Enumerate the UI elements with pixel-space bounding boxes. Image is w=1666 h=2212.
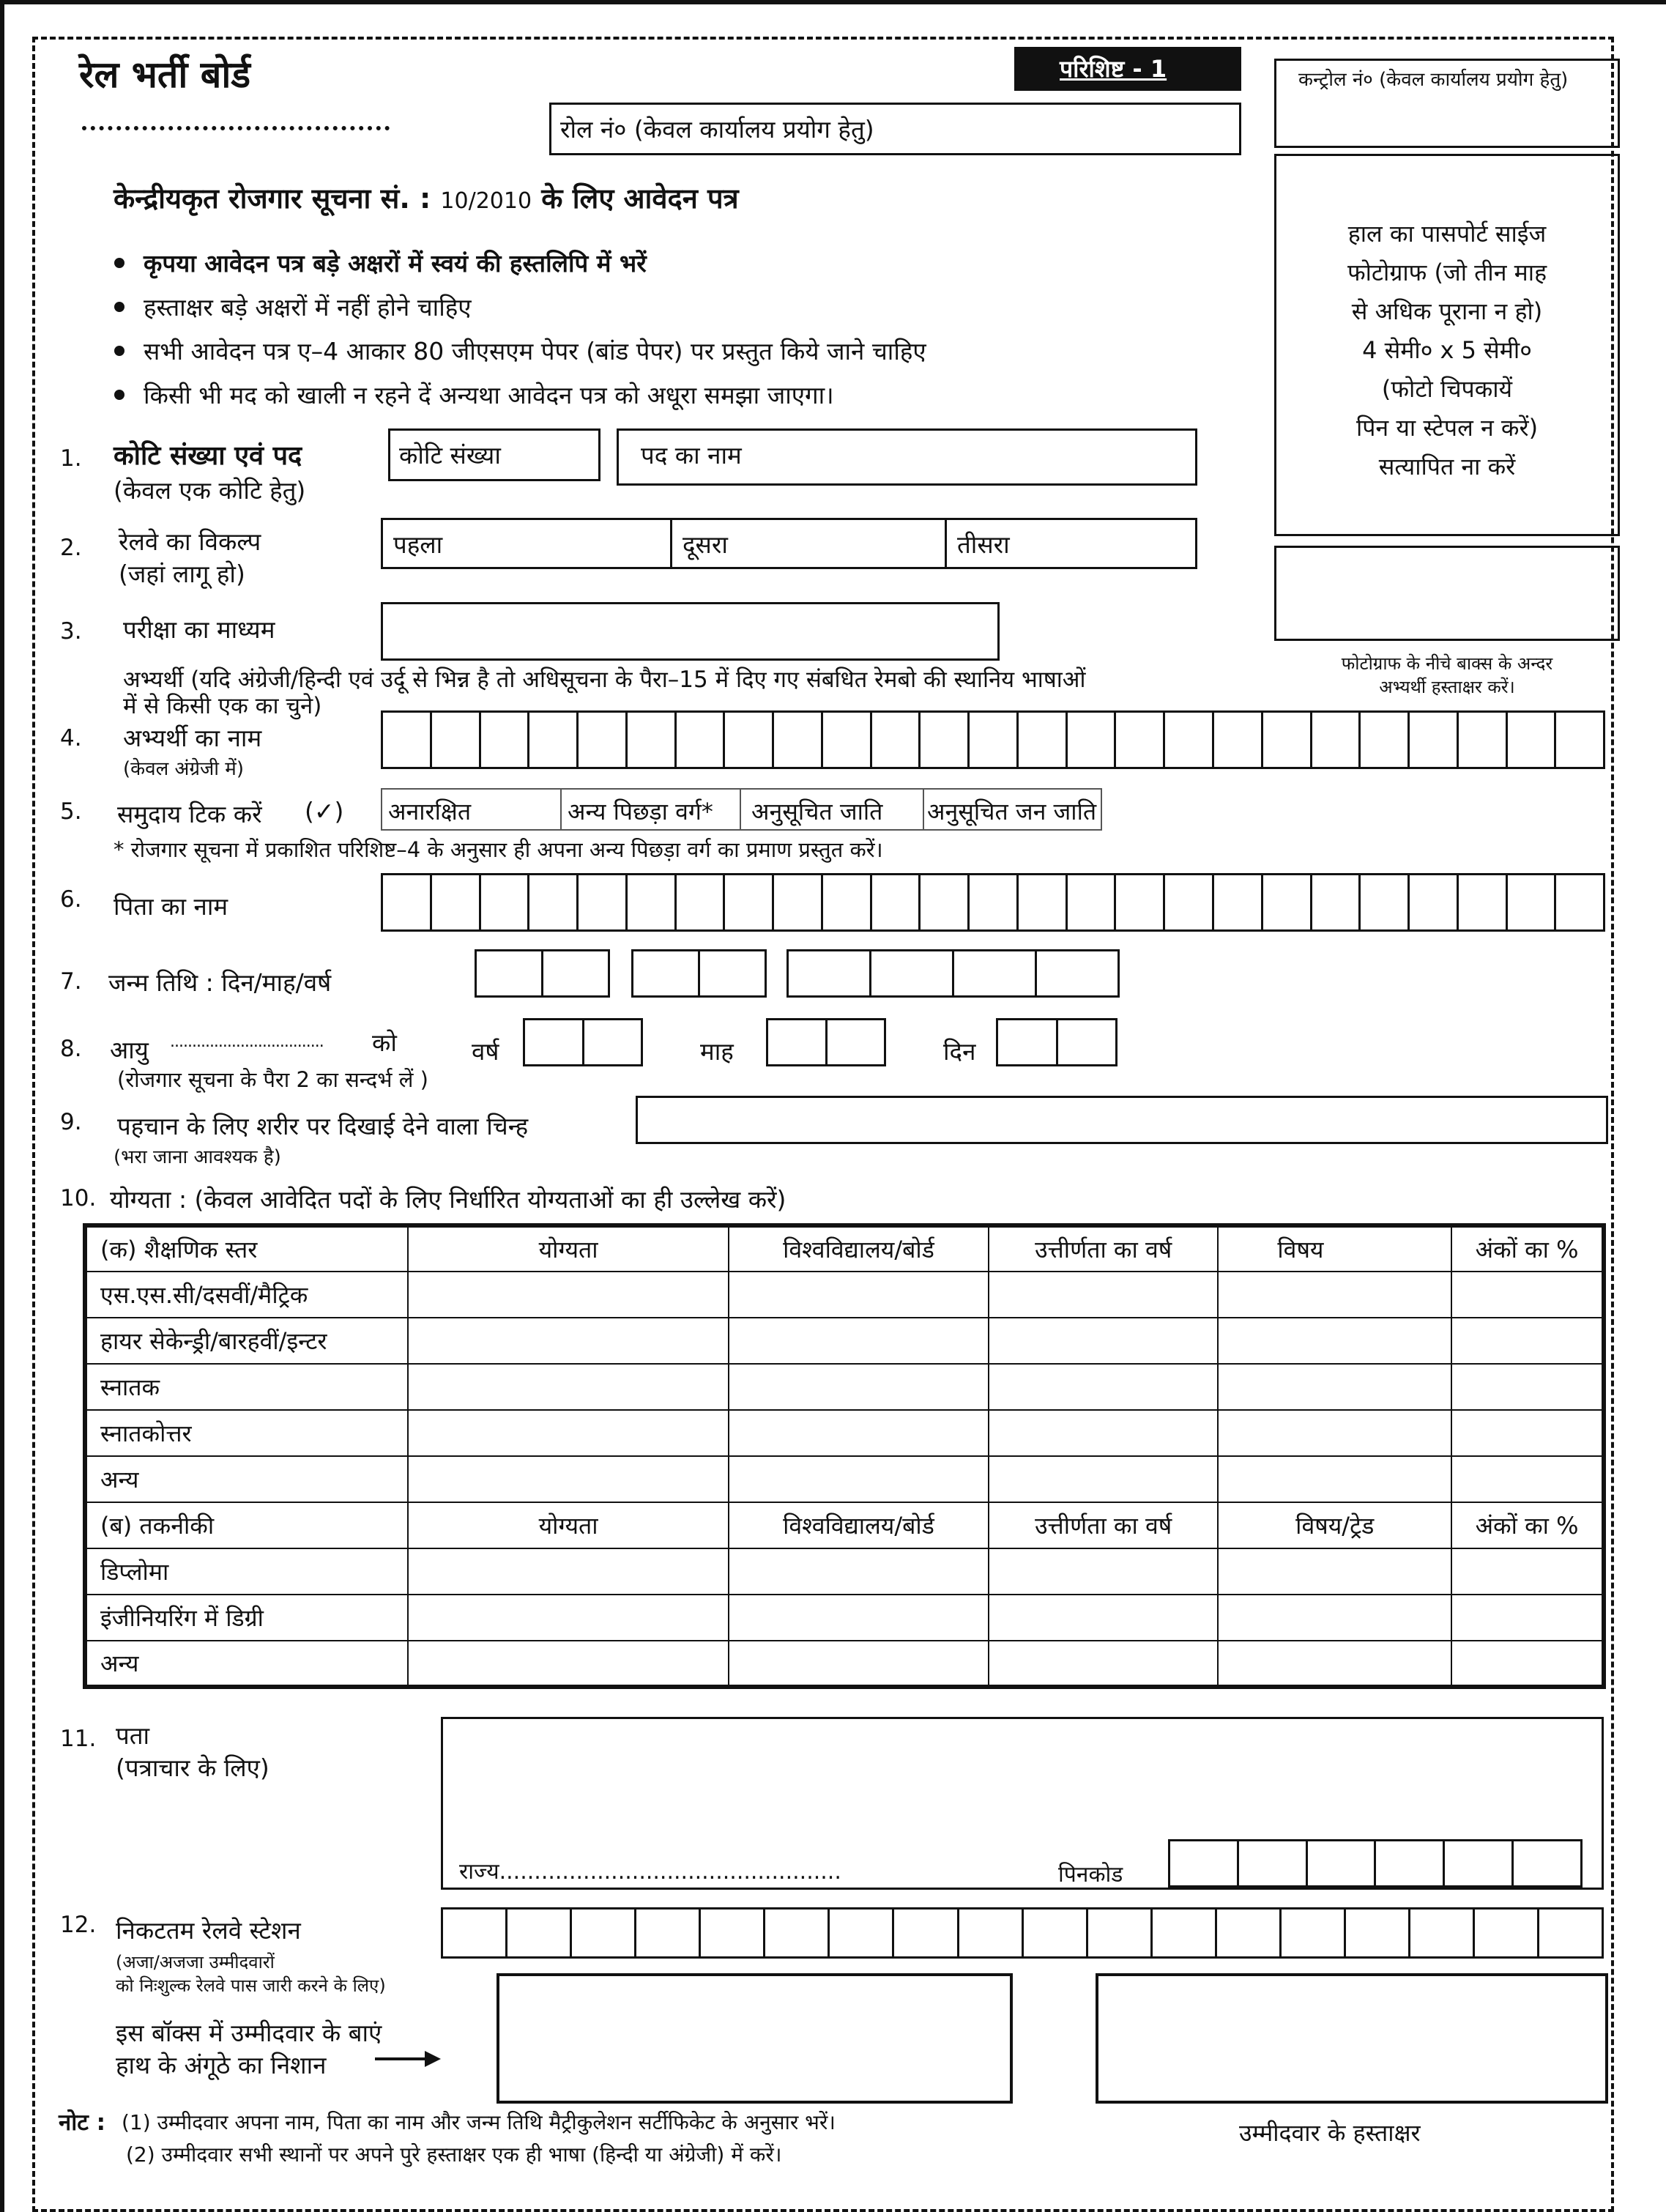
table-cell[interactable] — [408, 1456, 729, 1502]
qualification-table — [83, 1223, 1606, 1689]
photo-line: 4 सेमी० x 5 सेमी० — [1362, 336, 1532, 364]
field-5-label: समुदाय टिक करें — [117, 800, 262, 828]
form-title — [114, 179, 739, 217]
row-label: डिप्लोमा — [85, 1548, 408, 1595]
pincode-cells[interactable] — [1168, 1839, 1583, 1888]
table-cell[interactable] — [989, 1641, 1218, 1687]
field-2-sublabel: (जहां लागू हो) — [119, 560, 245, 588]
appendix-badge — [1014, 47, 1241, 91]
community-option-sc[interactable] — [741, 790, 924, 829]
field-8-sublabel: (रोजगार सूचना के पैरा 2 का सन्दर्भ लें ) — [117, 1067, 428, 1092]
table-cell[interactable] — [408, 1595, 729, 1641]
photo-instructions — [1276, 215, 1618, 486]
photo-line: (फोटो चिपकायें — [1381, 375, 1513, 403]
field-3-number: 3. — [60, 618, 82, 645]
table-cell[interactable] — [1218, 1456, 1451, 1502]
railway-choice-second-label: दूसरा — [683, 530, 728, 559]
age-year-label: वर्ष — [472, 1037, 499, 1066]
railway-choice-first[interactable] — [383, 520, 672, 567]
table-cell[interactable] — [1451, 1595, 1604, 1641]
table-row — [85, 1318, 1604, 1364]
org-dotted-line — [82, 126, 390, 130]
post-name-label: पद का नाम — [641, 441, 742, 470]
table-cell[interactable] — [1451, 1456, 1604, 1502]
bullet-icon — [114, 302, 124, 312]
field-6-label: पिता का नाम — [114, 892, 228, 921]
instruction-1: कृपया आवेदन पत्र बड़े अक्षरों में स्वयं की हस्तलिपि में भरें — [144, 249, 647, 278]
control-no-box[interactable] — [1274, 59, 1620, 148]
arrow-right-icon — [375, 2048, 442, 2070]
notes-label: नोट : — [59, 2109, 106, 2136]
table-cell[interactable] — [1218, 1641, 1451, 1687]
age-month-cells[interactable] — [766, 1018, 886, 1066]
photo-line: हाल का पासपोर्ट साईज — [1347, 220, 1547, 248]
table-cell[interactable] — [989, 1410, 1218, 1456]
category-number-input[interactable] — [388, 428, 600, 481]
note-2: (2) उम्मीदवार सभी स्थानों पर अपने पुरे हस्ताक्षर एक ही भाषा (हिन्दी या अंग्रेजी) में करें। — [126, 2142, 782, 2167]
signature-under-photo-box[interactable] — [1274, 546, 1620, 641]
table-cell[interactable] — [729, 1595, 989, 1641]
field-6-number: 6. — [60, 886, 82, 913]
bullet-icon — [114, 390, 124, 400]
photo-sign-note-line: अभ्यर्थी हस्ताक्षर करें। — [1379, 677, 1515, 697]
table-header-cell: योग्यता — [408, 1502, 729, 1548]
table-cell[interactable] — [408, 1641, 729, 1687]
table-cell[interactable] — [729, 1548, 989, 1595]
table-cell[interactable] — [989, 1595, 1218, 1641]
thumb-label-1: इस बॉक्स में उम्मीदवार के बाएं — [116, 2019, 382, 2047]
community-option-st-label: अनुसूचित जन जाति — [927, 798, 1097, 825]
table-cell[interactable] — [1218, 1272, 1451, 1318]
field-4-sublabel: (केवल अंग्रेजी में) — [123, 758, 244, 780]
title-prefix: केन्द्रीयकृत रोजगार सूचना सं. : — [114, 182, 431, 215]
field-8-number: 8. — [60, 1036, 82, 1062]
table-cell[interactable] — [1218, 1318, 1451, 1364]
row-label: स्नातकोत्तर — [85, 1410, 408, 1456]
table-row — [85, 1364, 1604, 1410]
table-header-cell: अंकों का % — [1451, 1225, 1604, 1272]
org-title: रेल भर्ती बोर्ड — [79, 53, 251, 96]
photo-box[interactable] — [1274, 154, 1620, 536]
table-cell[interactable] — [729, 1456, 989, 1502]
table-cell[interactable] — [408, 1318, 729, 1364]
field-7-label: जन्म तिथि : दिन/माह/वर्ष — [108, 968, 332, 997]
state-label: राज्य................................................. — [459, 1859, 841, 1885]
field-5-number: 5. — [60, 798, 82, 825]
field-8-label: आयु — [110, 1036, 149, 1064]
table-cell[interactable] — [989, 1364, 1218, 1410]
identification-mark-input[interactable] — [636, 1096, 1608, 1144]
community-option-obc-label: अन्य पिछड़ा वर्ग* — [568, 798, 713, 825]
address-input[interactable] — [441, 1717, 1604, 1890]
field-1-label: कोटि संख्या एवं पद — [114, 441, 302, 471]
table-row — [85, 1548, 1604, 1595]
field-9-number: 9. — [60, 1109, 82, 1135]
table-row — [85, 1410, 1604, 1456]
community-option-general-label: अनारक्षित — [388, 798, 472, 825]
field-12-sublabel-2: को निःशुल्क रेलवे पास जारी करने के लिए) — [116, 1975, 386, 1996]
field-3-label: परीक्षा का माध्यम — [123, 615, 275, 644]
community-option-st[interactable] — [924, 790, 1101, 829]
table-cell[interactable] — [1218, 1595, 1451, 1641]
instruction-2: हस्ताक्षर बड़े अक्षरों में नहीं होने चाहिए — [144, 293, 472, 322]
photo-line: से अधिक पूराना न हो) — [1351, 297, 1543, 325]
dob-day-cells[interactable] — [475, 949, 610, 998]
field-4-label: अभ्यर्थी का नाम — [123, 724, 262, 752]
table-cell[interactable] — [989, 1272, 1218, 1318]
table-header-row — [85, 1502, 1604, 1548]
field-5-note: * रोजगार सूचना में प्रकाशित परिशिष्ट–4 के अनुसार ही अपना अन्य पिछड़ा वर्ग का प्रमाण प्रस्तुत करें। — [114, 837, 883, 862]
community-option-sc-label: अनुसूचित जाति — [751, 798, 883, 825]
railway-choice-third-label: तीसरा — [957, 530, 1010, 559]
table-cell[interactable] — [1218, 1364, 1451, 1410]
post-name-input[interactable] — [617, 428, 1197, 486]
field-3-note-2: में से किसी एक का चुने) — [123, 693, 322, 719]
table-cell[interactable] — [408, 1548, 729, 1595]
row-label: स्नातक — [85, 1364, 408, 1410]
table-cell[interactable] — [408, 1364, 729, 1410]
table-header-cell: विश्वविद्यालय/बोर्ड — [729, 1502, 989, 1548]
field-2-label: रेलवे का विकल्प — [119, 527, 261, 556]
table-header-cell: (क) शैक्षणिक स्तर — [85, 1225, 408, 1272]
railway-choice-first-label: पहला — [393, 530, 443, 559]
table-header-cell: (ब) तकनीकी — [85, 1502, 408, 1548]
field-3-note-1: अभ्यर्थी (यदि अंग्रेजी/हिन्दी एवं उर्दू से भिन्न है तो अधिसूचना के पैरा–15 में दिए गए संबधित रेमबो की स्थानिय भाषाओं — [123, 667, 1086, 693]
table-cell[interactable] — [1451, 1548, 1604, 1595]
age-day-cells[interactable] — [996, 1018, 1118, 1066]
railway-choice-group — [381, 518, 1197, 569]
photo-line: पिन या स्टेपल न करें) — [1356, 414, 1539, 442]
candidate-signature-box[interactable] — [1096, 1973, 1608, 2104]
table-cell[interactable] — [729, 1318, 989, 1364]
field-12-number: 12. — [60, 1912, 97, 1938]
table-cell[interactable] — [729, 1410, 989, 1456]
table-row — [85, 1595, 1604, 1641]
table-row — [85, 1456, 1604, 1502]
community-option-general[interactable] — [382, 790, 562, 829]
railway-choice-second[interactable] — [672, 520, 947, 567]
pincode-label: पिनकोड — [1058, 1862, 1123, 1888]
father-name-cells[interactable] — [381, 873, 1605, 932]
field-7-number: 7. — [60, 968, 82, 995]
instruction-3: सभी आवेदन पत्र ए–4 आकार 80 जीएसएम पेपर (बांड पेपर) पर प्रस्तुत किये जाने चाहिए — [144, 337, 926, 365]
tick-icon: (✓) — [305, 797, 344, 825]
age-year-cells[interactable] — [523, 1018, 643, 1066]
row-label: हायर सेकेन्ड्री/बारहवीं/इन्टर — [85, 1318, 408, 1364]
bullet-icon — [114, 346, 124, 356]
table-cell[interactable] — [989, 1318, 1218, 1364]
table-header-cell: विश्वविद्यालय/बोर्ड — [729, 1225, 989, 1272]
field-10-label: योग्यता : (केवल आवेदित पदों के लिए निर्धारित योग्यताओं का ही उल्लेख करें) — [110, 1185, 786, 1214]
field-9-label: पहचान के लिए शरीर पर दिखाई देने वाला चिन्ह — [117, 1112, 529, 1140]
candidate-signature-label: उम्मीदवार के हस्ताक्षर — [1239, 2119, 1421, 2147]
field-4-number: 4. — [60, 725, 82, 751]
row-label: अन्य — [85, 1456, 408, 1502]
candidate-name-cells[interactable] — [381, 710, 1605, 769]
table-cell[interactable] — [1451, 1364, 1604, 1410]
community-options — [381, 788, 1102, 831]
table-row — [85, 1272, 1604, 1318]
bullet-icon — [114, 258, 124, 268]
photo-sign-note — [1274, 652, 1620, 699]
exam-medium-input[interactable] — [381, 602, 1000, 661]
age-date-dotted[interactable]: ................................... — [170, 1033, 324, 1051]
table-cell[interactable] — [729, 1364, 989, 1410]
table-cell[interactable] — [1218, 1410, 1451, 1456]
table-cell[interactable] — [1451, 1272, 1604, 1318]
table-header-cell: विषय — [1218, 1225, 1451, 1272]
field-1-number: 1. — [60, 445, 82, 472]
field-2-number: 2. — [60, 535, 82, 561]
field-12-label: निकटतम रेलवे स्टेशन — [116, 1916, 301, 1945]
table-cell[interactable] — [408, 1410, 729, 1456]
table-header-cell: विषय/ट्रेड — [1218, 1502, 1451, 1548]
field-9-sublabel: (भरा जाना आवश्यक है) — [114, 1146, 281, 1168]
instruction-4: किसी भी मद को खाली न रहने दें अन्यथा आवेदन पत्र को अधूरा समझा जाएगा। — [144, 381, 834, 409]
control-no-label: कन्ट्रोल नं० (केवल कार्यालय प्रयोग हेतु) — [1298, 69, 1569, 91]
field-11-sublabel: (पत्राचार के लिए) — [116, 1753, 269, 1782]
railway-station-cells[interactable] — [441, 1907, 1604, 1959]
table-header-cell: अंकों का % — [1451, 1502, 1604, 1548]
table-header-row — [85, 1225, 1604, 1272]
table-cell[interactable] — [729, 1641, 989, 1687]
field-11-label: पता — [116, 1721, 150, 1750]
age-ko-label: को — [372, 1028, 397, 1057]
row-label: इंजीनियरिंग में डिग्री — [85, 1595, 408, 1641]
roll-no-label: रोल नं० (केवल कार्यालय प्रयोग हेतु) — [560, 115, 874, 144]
row-label: अन्य — [85, 1641, 408, 1687]
thumb-impression-box[interactable] — [497, 1973, 1013, 2104]
dob-year-cells[interactable] — [786, 949, 1120, 998]
age-month-label: माह — [700, 1037, 734, 1066]
title-suffix: के लिए आवेदन पत्र — [541, 182, 739, 215]
table-cell[interactable] — [1218, 1548, 1451, 1595]
table-cell[interactable] — [989, 1456, 1218, 1502]
table-cell[interactable] — [1451, 1410, 1604, 1456]
title-number: 10/2010 — [440, 188, 532, 214]
category-number-label: कोटि संख्या — [399, 441, 501, 470]
note-1: (1) उम्मीदवार अपना नाम, पिता का नाम और जन्म तिथि मैट्रीकुलेशन सर्टीफिकेट के अनुसार भरें। — [122, 2110, 836, 2134]
table-header-cell: उत्तीर्णता का वर्ष — [989, 1225, 1218, 1272]
table-cell[interactable] — [729, 1272, 989, 1318]
railway-choice-third[interactable] — [947, 520, 1195, 567]
table-cell[interactable] — [1451, 1641, 1604, 1687]
table-cell[interactable] — [989, 1548, 1218, 1595]
field-1-sublabel: (केवल एक कोटि हेतु) — [114, 476, 306, 505]
age-day-label: दिन — [943, 1037, 976, 1066]
field-12-sublabel-1: (अजा/अजजा उम्मीदवारों — [116, 1952, 275, 1972]
table-header-cell: योग्यता — [408, 1225, 729, 1272]
field-10-number: 10. — [60, 1185, 97, 1211]
table-header-cell: उत्तीर्णता का वर्ष — [989, 1502, 1218, 1548]
table-cell[interactable] — [408, 1272, 729, 1318]
thumb-label-2: हाथ के अंगूठे का निशान — [116, 2051, 327, 2079]
field-11-number: 11. — [60, 1726, 97, 1752]
photo-line: सत्यापित ना करें — [1378, 453, 1516, 480]
row-label: एस.एस.सी/दसवीं/मैट्रिक — [85, 1272, 408, 1318]
community-option-obc[interactable] — [562, 790, 741, 829]
table-row — [85, 1641, 1604, 1687]
appendix-label: परिशिष्ट - 1 — [1060, 55, 1167, 83]
photo-sign-note-line: फोटोग्राफ के नीचे बाक्स के अन्दर — [1341, 653, 1553, 674]
photo-line: फोटोग्राफ (जो तीन माह — [1347, 259, 1547, 286]
dob-month-cells[interactable] — [631, 949, 767, 998]
roll-no-box[interactable] — [549, 103, 1241, 155]
table-cell[interactable] — [1451, 1318, 1604, 1364]
